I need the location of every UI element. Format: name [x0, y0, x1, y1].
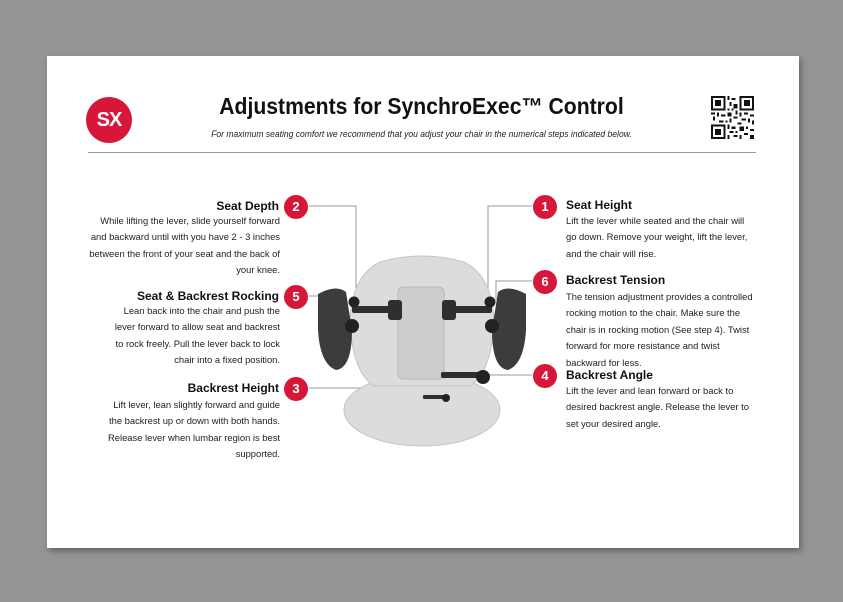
- step-5-title: Seat & Backrest Rocking: [136, 289, 279, 303]
- step-1-text: Lift the lever while seated and the chair will go down. Remove your weight, lift the lever, and the chair will rise.: [566, 215, 748, 259]
- page-subtitle: For maximum seating comfort we recommend that you adjust your chair in the numerical steps indicated below.: [211, 129, 632, 139]
- step-6-text: The tension adjustment provides a controlled rocking motion to the chair. Make sure the chair is in rocking motion (See step 4). Twist forward for more resistance and twist backward for less.: [566, 291, 753, 368]
- step-5-badge: 5: [284, 285, 308, 309]
- step-2-badge: 2: [284, 195, 308, 219]
- step-5-text: Lean back into the chair and push the lever forward to allow seat and backrest to rock freely. Pull the lever back to lock chair into a fixed position.: [114, 305, 280, 366]
- step-2-title: Seat Depth: [216, 199, 279, 213]
- step-1-badge: 1: [533, 195, 557, 219]
- step-6-badge: 6: [533, 270, 557, 294]
- step-3-title: Backrest Height: [187, 381, 279, 395]
- step-3-text: Lift lever, lean slightly forward and guide the backrest up or down with both hands. Release lever when lumbar region is best supported.: [108, 399, 280, 460]
- step-3-badge: 3: [284, 377, 308, 401]
- step-4-badge: 4: [533, 364, 557, 388]
- step-4-title: Backrest Angle: [566, 368, 653, 382]
- step-6-title: Backrest Tension: [566, 273, 666, 287]
- step-1-title: Seat Height: [566, 198, 633, 212]
- step-2-text: While lifting the lever, slide yourself forward and backward until with you have 2 - 3 inches between the front of your seat and the back of your knee.: [89, 215, 280, 276]
- page-title: Adjustments for SynchroExec™ Control: [219, 93, 624, 119]
- step-4-text: Lift the lever and lean forward or back to desired backrest angle. Release the lever to set your desired angle.: [566, 385, 749, 429]
- sx-logo: SX: [86, 97, 132, 143]
